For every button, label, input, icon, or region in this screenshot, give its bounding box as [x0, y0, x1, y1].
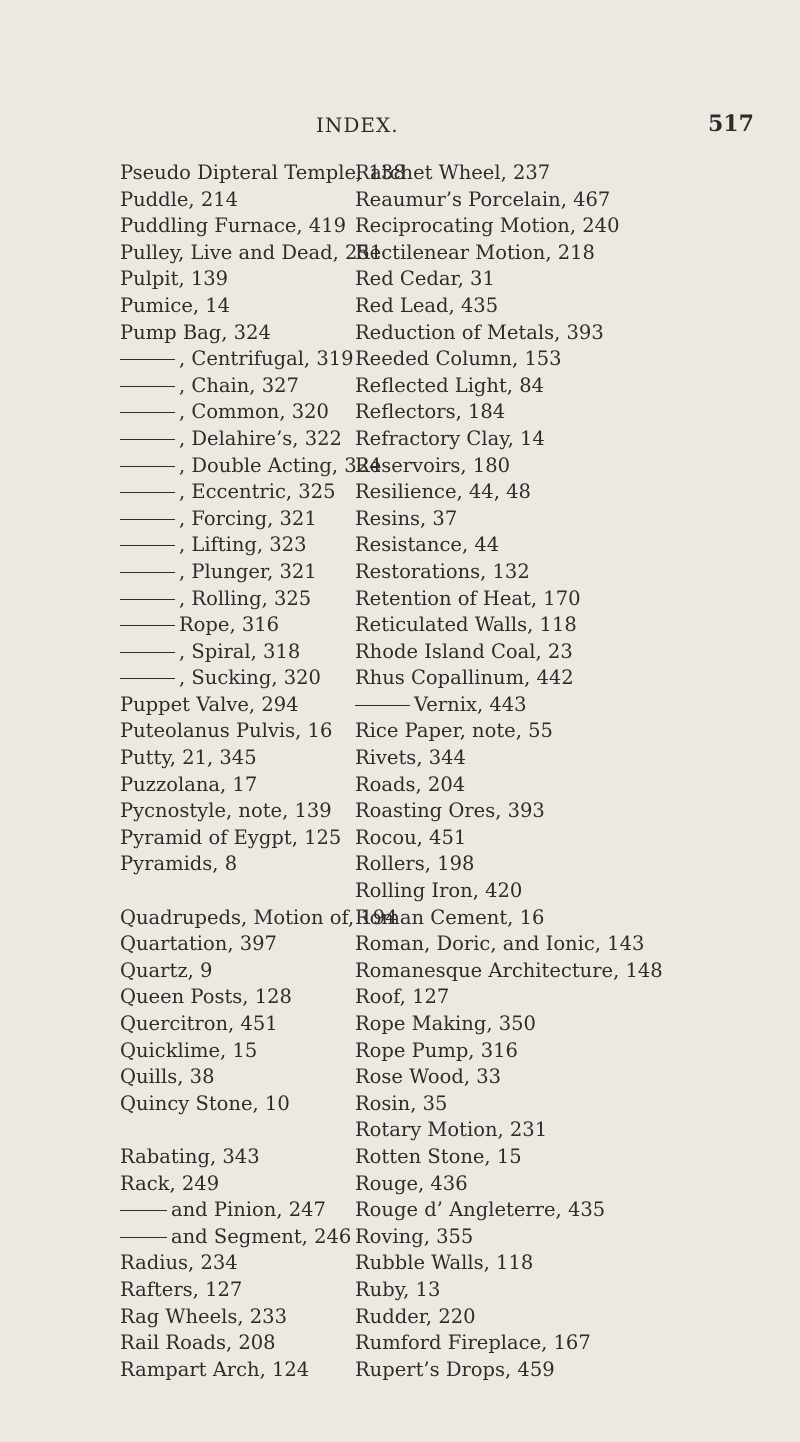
index-entry-text: Roving, 355	[355, 1224, 474, 1248]
index-entry	[353, 586, 773, 613]
index-entry-text: Rivets, 344	[355, 746, 466, 770]
index-entry	[120, 905, 398, 932]
index-entry-text: , Forcing, 321	[179, 506, 317, 530]
ditto-dash	[355, 705, 410, 706]
ditto-dash	[120, 545, 175, 546]
index-entry-text: Puddling Furnace, 419	[120, 214, 347, 238]
index-entry-text: Rocou, 451	[355, 825, 467, 849]
index-entry	[120, 718, 355, 745]
index-entry	[353, 160, 773, 187]
ditto-dash	[120, 519, 175, 520]
index-entry	[353, 213, 773, 240]
index-entry	[353, 692, 773, 719]
index-entry	[353, 639, 773, 666]
index-entry	[120, 293, 355, 320]
index-entry-text: , Eccentric, 325	[179, 480, 336, 504]
index-entry	[120, 320, 355, 347]
index-entry	[120, 586, 355, 613]
ditto-dash	[120, 412, 175, 413]
index-entry	[353, 851, 773, 878]
index-entry	[353, 798, 773, 825]
index-entry-text: Red Cedar, 31	[355, 267, 495, 291]
index-entry-text: Reeded Column, 153	[355, 347, 562, 371]
index-entry-text: Rosin, 35	[355, 1091, 448, 1115]
index-entry-text: Ruby, 13	[355, 1277, 441, 1301]
index-entry-text: Puppet Valve, 294	[120, 692, 299, 716]
index-entry	[353, 1304, 773, 1331]
index-entry	[353, 373, 773, 400]
index-entry	[353, 1171, 773, 1198]
index-entry	[353, 1277, 773, 1304]
index-entry-text: , Sucking, 320	[179, 666, 321, 690]
index-entry	[120, 1357, 355, 1384]
index-entry-text: Resistance, 44	[355, 533, 500, 557]
index-entry-text: Rouge, 436	[355, 1171, 468, 1195]
index-entry-text: Pseudo Dipteral Temple, 138	[120, 161, 406, 184]
index-entry-text: Radius, 234	[120, 1251, 238, 1275]
index-entry-text: Refractory Clay, 14	[355, 426, 545, 450]
index-entry	[353, 718, 773, 745]
index-entry-text: Rafters, 127	[120, 1277, 243, 1301]
index-entry-text: Putty, 21, 345	[120, 746, 257, 770]
index-entry-text: Pulley, Live and Dead, 251	[120, 240, 383, 264]
index-entry-text: Rag Wheels, 233	[120, 1304, 287, 1328]
index-entry-text: Quartz, 9	[120, 958, 213, 982]
index-entry	[120, 612, 355, 639]
index-entry	[120, 479, 355, 506]
index-entry-text: Rumford Fireplace, 167	[355, 1331, 591, 1355]
page-number: 517	[708, 111, 754, 137]
index-entry	[120, 772, 355, 799]
index-entry-text: Retention of Heat, 170	[355, 586, 581, 610]
index-entry	[120, 1038, 355, 1065]
index-entry-text: Quills, 38	[120, 1065, 215, 1089]
index-entry-text: Pulpit, 139	[120, 267, 229, 291]
index-entry	[353, 1224, 773, 1251]
section-gap	[120, 878, 355, 905]
index-entry	[120, 825, 355, 852]
index-entry-text: Resilience, 44, 48	[355, 480, 531, 504]
index-entry	[353, 1250, 773, 1277]
index-entry-text: Quartation, 397	[120, 932, 277, 956]
index-entry	[353, 1091, 773, 1118]
index-entry	[120, 532, 355, 559]
index-entry-text: Queen Posts, 128	[120, 985, 292, 1009]
index-entry-text: Rhode Island Coal, 23	[355, 639, 573, 663]
index-entry-text: Rope Making, 350	[355, 1012, 536, 1035]
index-entry-text: Rubble Walls, 118	[355, 1251, 534, 1275]
ditto-dash	[120, 386, 175, 387]
index-entry-text: Reticulated Walls, 118	[355, 613, 577, 637]
index-entry-text: Puteolanus Pulvis, 16	[120, 719, 333, 743]
ditto-dash	[120, 572, 175, 573]
index-entry-text: Quadrupeds, Motion of, 194	[120, 905, 398, 929]
index-entry-text: and Pinion, 247	[171, 1198, 326, 1222]
index-entry-text: Reduction of Metals, 393	[355, 320, 604, 344]
index-entry-text: Rice Paper, note, 55	[355, 719, 553, 743]
index-entry	[353, 1357, 773, 1384]
index-entry-text: Reciprocating Motion, 240	[355, 214, 620, 238]
index-entry-text: Ratchet Wheel, 237	[355, 161, 551, 184]
index-entry	[353, 506, 773, 533]
index-entry	[353, 532, 773, 559]
index-entry	[120, 1144, 355, 1171]
index-entry-text: Rampart Arch, 124	[120, 1357, 310, 1381]
ditto-dash	[120, 678, 175, 679]
index-entry-text: , Rolling, 325	[179, 586, 312, 610]
ditto-dash	[120, 625, 175, 626]
index-entry	[120, 453, 382, 480]
ditto-dash	[120, 466, 175, 467]
index-entry-text: Pump Bag, 324	[120, 320, 271, 344]
index-entry	[353, 240, 773, 267]
index-entry	[120, 692, 355, 719]
index-entry	[353, 612, 773, 639]
index-entry-text: Red Lead, 435	[355, 293, 499, 317]
index-entry-text: Pycnostyle, note, 139	[120, 799, 332, 823]
index-entry-text: Rudder, 220	[355, 1304, 476, 1328]
index-entry-text: , Double Acting, 324	[179, 453, 382, 477]
index-entry	[120, 1197, 355, 1224]
index-entry-text: Quercitron, 451	[120, 1012, 278, 1035]
index-entry	[353, 1197, 773, 1224]
index-entry-text: Roman, Doric, and Ionic, 143	[355, 932, 645, 956]
index-entry	[120, 639, 355, 666]
index-entry	[120, 187, 355, 214]
index-entry	[353, 187, 773, 214]
index-entry	[353, 1144, 773, 1171]
right-index-column	[353, 160, 773, 1383]
index-entry	[353, 825, 773, 852]
index-entry	[353, 905, 773, 932]
index-entry-text: and Segment, 246	[171, 1224, 352, 1248]
index-entry	[353, 479, 773, 506]
index-entry-text: Quicklime, 15	[120, 1038, 258, 1062]
index-entry	[353, 266, 773, 293]
index-entry	[353, 931, 773, 958]
index-entry-text: Puddle, 214	[120, 187, 239, 211]
index-entry	[120, 984, 355, 1011]
index-entry-text: Roman Cement, 16	[355, 905, 545, 929]
ditto-dash	[120, 492, 175, 493]
index-entry-text: Reflected Light, 84	[355, 373, 545, 397]
index-entry	[120, 1277, 355, 1304]
index-entry	[353, 878, 773, 905]
index-entry-text: Romanesque Architecture, 148	[355, 958, 663, 982]
index-entry	[120, 373, 355, 400]
ditto-dash	[120, 359, 175, 360]
index-entry-text: Rotten Stone, 15	[355, 1144, 522, 1168]
index-entry-text: , Lifting, 323	[179, 533, 307, 557]
index-entry-text: Rail Roads, 208	[120, 1331, 276, 1355]
running-head	[0, 113, 800, 139]
index-entry-text: , Spiral, 318	[179, 639, 301, 663]
index-entry	[353, 1330, 773, 1357]
ditto-dash	[120, 1210, 167, 1211]
ditto-dash	[120, 599, 175, 600]
index-entry	[353, 745, 773, 772]
index-entry-text: , Delahire’s, 322	[179, 426, 342, 450]
index-entry-text: Pyramid of Eygpt, 125	[120, 825, 342, 849]
index-entry	[120, 1091, 355, 1118]
index-entry-text: Reservoirs, 180	[355, 453, 511, 477]
index-entry	[120, 798, 355, 825]
index-entry-text: Vernix, 443	[414, 692, 527, 716]
index-entry-text: Rupert’s Drops, 459	[355, 1357, 555, 1381]
index-entry	[353, 984, 773, 1011]
index-entry	[120, 426, 355, 453]
index-entry	[120, 1250, 355, 1277]
index-entry-text: , Plunger, 321	[179, 559, 317, 583]
index-entry-text: , Chain, 327	[179, 373, 299, 397]
index-heading: INDEX.	[316, 113, 399, 137]
index-entry-text: Reflectors, 184	[355, 400, 506, 424]
index-entry	[353, 958, 773, 985]
index-entry	[120, 665, 355, 692]
index-entry	[120, 399, 355, 426]
index-entry-text: Rouge d’ Angleterre, 435	[355, 1198, 606, 1222]
index-entry-text: Rose Wood, 33	[355, 1065, 502, 1089]
index-entry	[120, 851, 355, 878]
index-entry	[120, 1330, 355, 1357]
index-entry-text: Roasting Ores, 393	[355, 799, 545, 823]
index-entry-text: Rolling Iron, 420	[355, 879, 523, 903]
index-entry	[353, 1011, 773, 1038]
index-entry-text: Restorations, 132	[355, 559, 530, 583]
index-entry-text: Pyramids, 8	[120, 852, 238, 876]
index-entry	[353, 399, 773, 426]
index-entry	[353, 320, 773, 347]
ditto-dash	[120, 652, 175, 653]
index-entry	[353, 1038, 773, 1065]
index-entry	[120, 1224, 355, 1251]
index-entry-text: Rope, 316	[179, 613, 280, 637]
index-entry	[353, 1064, 773, 1091]
index-entry	[120, 160, 406, 187]
index-entry-text: Roof, 127	[355, 985, 450, 1009]
index-entry	[120, 1064, 355, 1091]
section-gap	[120, 1117, 355, 1144]
index-entry-text: , Common, 320	[179, 400, 329, 424]
index-entry	[353, 1117, 773, 1144]
index-entry	[120, 346, 355, 373]
index-entry	[353, 559, 773, 586]
index-entry	[120, 958, 355, 985]
index-entry-text: Rope Pump, 316	[355, 1038, 518, 1062]
index-entry-text: Resins, 37	[355, 506, 458, 530]
index-entry	[353, 426, 773, 453]
index-entry	[120, 213, 355, 240]
index-entry-text: Rabating, 343	[120, 1144, 260, 1168]
ditto-dash	[120, 1237, 167, 1238]
index-entry	[120, 931, 355, 958]
index-entry	[120, 1171, 355, 1198]
index-entry	[120, 745, 355, 772]
ditto-dash	[120, 439, 175, 440]
index-entry	[353, 293, 773, 320]
index-entry-text: Rollers, 198	[355, 852, 475, 876]
index-entry-text: Rotary Motion, 231	[355, 1118, 548, 1142]
index-entry	[120, 240, 383, 267]
index-entry	[120, 559, 355, 586]
index-entry-text: Pumice, 14	[120, 293, 231, 317]
index-entry	[120, 506, 355, 533]
index-entry-text: Rectilenear Motion, 218	[355, 240, 595, 264]
index-entry	[353, 346, 773, 373]
index-entry-text: Roads, 204	[355, 772, 466, 796]
index-entry-text: , Centrifugal, 319	[179, 347, 354, 371]
index-entry-text: Reaumur’s Porcelain, 467	[355, 187, 611, 211]
index-entry	[353, 665, 773, 692]
index-entry	[353, 453, 773, 480]
index-entry-text: Puzzolana, 17	[120, 772, 258, 796]
index-entry-text: Quincy Stone, 10	[120, 1091, 290, 1115]
index-entry-text: Rhus Copallinum, 442	[355, 666, 574, 690]
index-entry-text: Rack, 249	[120, 1171, 220, 1195]
index-entry	[353, 772, 773, 799]
index-entry	[120, 266, 355, 293]
index-entry	[120, 1304, 355, 1331]
index-entry	[120, 1011, 355, 1038]
